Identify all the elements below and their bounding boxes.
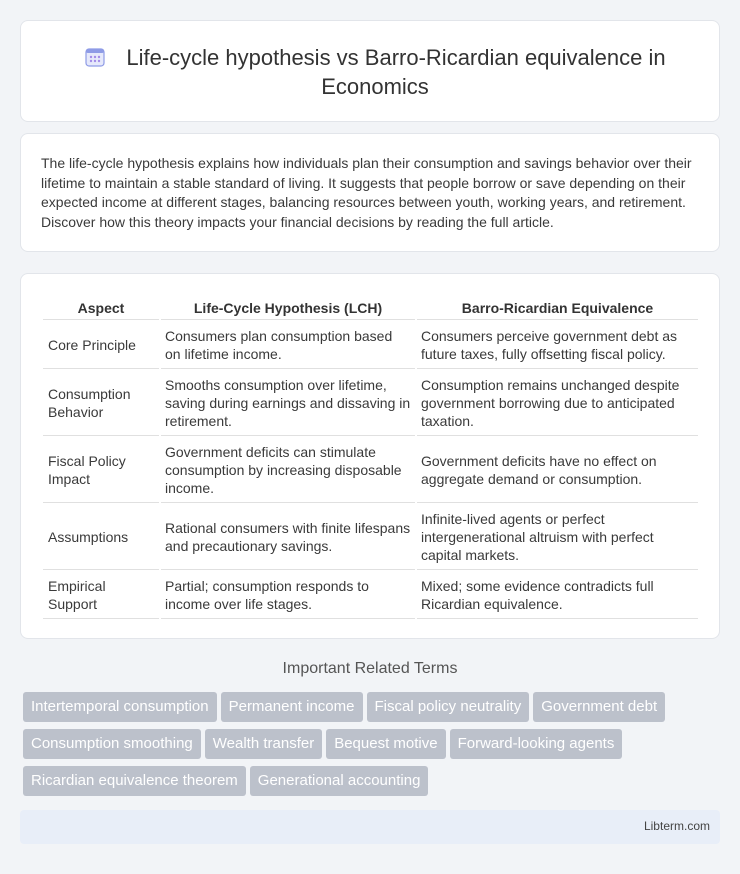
table-cell-aspect: Core Principle <box>43 322 159 369</box>
related-term-tag[interactable]: Forward-looking agents <box>450 729 623 759</box>
table-row <box>43 505 698 570</box>
table-cell-barro: Infinite-lived agents or perfect intergenerational altruism with perfect capital markets. <box>417 505 698 570</box>
related-term-tag[interactable]: Wealth transfer <box>205 729 322 759</box>
table-cell-aspect: Assumptions <box>43 505 159 570</box>
related-term-tag[interactable]: Fiscal policy neutrality <box>367 692 530 722</box>
page-title-text: Life-cycle hypothesis vs Barro-Ricardian equivalence in Economics <box>126 45 666 99</box>
calendar-grid-icon <box>84 46 106 68</box>
table-cell-barro: Consumers perceive government debt as future taxes, fully offsetting fiscal policy. <box>417 322 698 369</box>
table-cell-lch: Government deficits can stimulate consumption by increasing disposable income. <box>161 438 415 503</box>
table-cell-lch: Smooths consumption over lifetime, saving during earnings and dissaving in retirement. <box>161 371 415 436</box>
related-terms-heading: Important Related Terms <box>282 660 458 677</box>
related-term-tag[interactable]: Bequest motive <box>326 729 445 759</box>
header-lch: Life-Cycle Hypothesis (LCH) <box>161 296 415 320</box>
page-title <box>61 43 689 101</box>
table-cell-lch: Rational consumers with finite lifespans and precautionary savings. <box>161 505 415 570</box>
related-term-tag[interactable]: Ricardian equivalence theorem <box>23 766 246 796</box>
related-term-tag[interactable]: Consumption smoothing <box>23 729 201 759</box>
table-cell-lch: Consumers plan consumption based on lifetime income. <box>161 322 415 369</box>
footer-site-link[interactable]: Libterm.com <box>643 819 710 833</box>
header-card <box>20 20 720 122</box>
table-cell-barro: Government deficits have no effect on aggregate demand or consumption. <box>417 438 698 503</box>
comparison-table <box>41 294 700 621</box>
header-aspect: Aspect <box>43 296 159 320</box>
table-row <box>43 572 698 619</box>
table-cell-aspect: Fiscal Policy Impact <box>43 438 159 503</box>
header-barro: Barro-Ricardian Equivalence <box>417 296 698 320</box>
comparison-table-card <box>20 273 720 639</box>
related-terms-list <box>23 692 723 803</box>
table-row <box>43 322 698 369</box>
table-header-row <box>43 296 698 320</box>
related-term-tag[interactable]: Intertemporal consumption <box>23 692 217 722</box>
related-term-tag[interactable]: Permanent income <box>221 692 363 722</box>
intro-paragraph: The life-cycle hypothesis explains how individuals plan their consumption and savings behavior over their lifetime to maintain a stable standard of living. It suggests that people borrow or save depending on their expected income at different stages, balancing resources between youth, working years, and retirement. Discover how this theory impacts your financial decisions by reading the full article. <box>41 155 692 230</box>
related-term-tag[interactable]: Government debt <box>533 692 665 722</box>
footer <box>20 810 720 844</box>
table-cell-barro: Consumption remains unchanged despite government borrowing due to anticipated taxation. <box>417 371 698 436</box>
table-row <box>43 438 698 503</box>
table-cell-aspect: Consumption Behavior <box>43 371 159 436</box>
intro-card <box>20 133 720 252</box>
table-cell-barro: Mixed; some evidence contradicts full Ricardian equivalence. <box>417 572 698 619</box>
related-term-tag[interactable]: Generational accounting <box>250 766 429 796</box>
table-row <box>43 371 698 436</box>
table-cell-aspect: Empirical Support <box>43 572 159 619</box>
table-cell-lch: Partial; consumption responds to income over life stages. <box>161 572 415 619</box>
